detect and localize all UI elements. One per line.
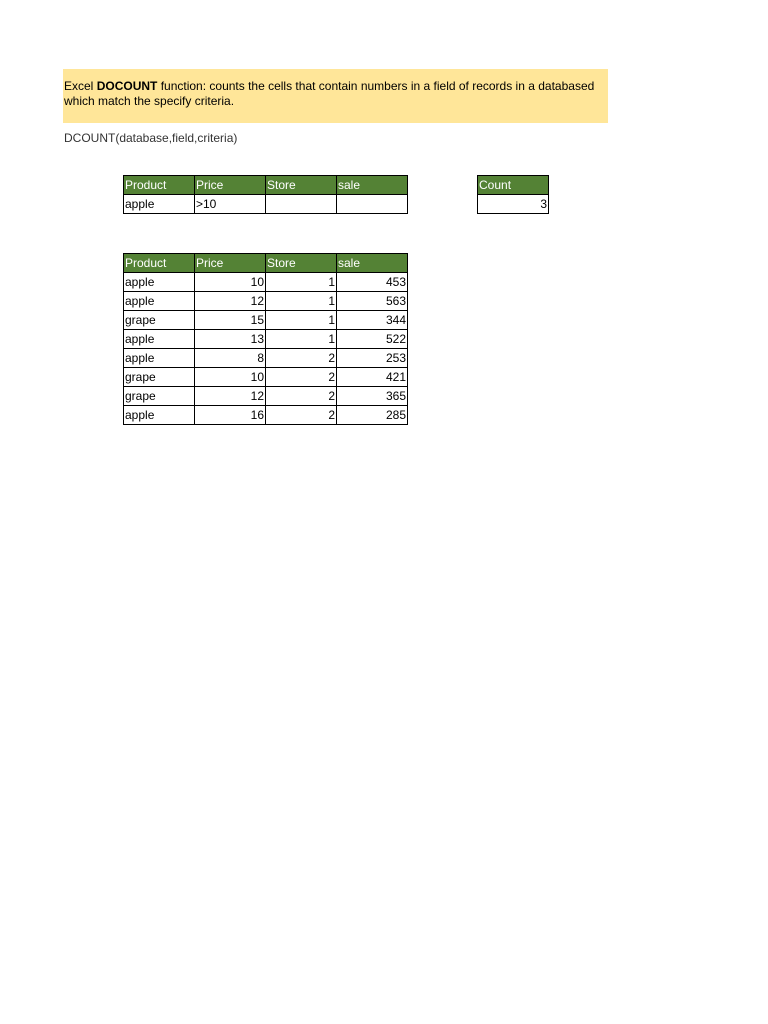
- table-row: [124, 292, 408, 311]
- cell-price[interactable]: 13: [195, 330, 266, 349]
- cell-sale[interactable]: 522: [337, 330, 408, 349]
- cell-sale[interactable]: 344: [337, 311, 408, 330]
- cell-store[interactable]: 1: [266, 273, 337, 292]
- cell-store[interactable]: 1: [266, 292, 337, 311]
- table-row: [124, 330, 408, 349]
- data-header-row: [124, 254, 408, 273]
- data-header-store[interactable]: Store: [266, 254, 337, 273]
- criteria-header-product[interactable]: Product: [124, 176, 195, 195]
- cell-store[interactable]: 2: [266, 406, 337, 425]
- cell-store[interactable]: 2: [266, 349, 337, 368]
- description-banner: [63, 69, 608, 123]
- criteria-cell-sale[interactable]: [337, 195, 408, 214]
- criteria-header-row: [124, 176, 408, 195]
- criteria-table: [123, 175, 408, 214]
- count-table: [477, 175, 549, 214]
- cell-product[interactable]: apple: [124, 406, 195, 425]
- table-row: [124, 311, 408, 330]
- cell-price[interactable]: 12: [195, 387, 266, 406]
- data-header-product[interactable]: Product: [124, 254, 195, 273]
- banner-prefix: Excel: [64, 79, 97, 93]
- cell-price[interactable]: 12: [195, 292, 266, 311]
- cell-price[interactable]: 15: [195, 311, 266, 330]
- cell-price[interactable]: 10: [195, 273, 266, 292]
- criteria-cell-price[interactable]: >10: [195, 195, 266, 214]
- cell-store[interactable]: 2: [266, 387, 337, 406]
- cell-price[interactable]: 16: [195, 406, 266, 425]
- cell-product[interactable]: grape: [124, 368, 195, 387]
- cell-store[interactable]: 1: [266, 311, 337, 330]
- criteria-header-store[interactable]: Store: [266, 176, 337, 195]
- data-body: [124, 273, 408, 425]
- count-header[interactable]: Count: [478, 176, 549, 195]
- cell-price[interactable]: 8: [195, 349, 266, 368]
- count-header-row: [478, 176, 549, 195]
- count-value-row: [478, 195, 549, 214]
- criteria-header-sale[interactable]: sale: [337, 176, 408, 195]
- cell-sale[interactable]: 253: [337, 349, 408, 368]
- data-header-price[interactable]: Price: [195, 254, 266, 273]
- criteria-row: [124, 195, 408, 214]
- cell-store[interactable]: 1: [266, 330, 337, 349]
- cell-product[interactable]: grape: [124, 311, 195, 330]
- cell-price[interactable]: 10: [195, 368, 266, 387]
- cell-product[interactable]: apple: [124, 273, 195, 292]
- cell-sale[interactable]: 563: [337, 292, 408, 311]
- cell-store[interactable]: 2: [266, 368, 337, 387]
- table-row: [124, 368, 408, 387]
- cell-product[interactable]: apple: [124, 292, 195, 311]
- table-row: [124, 387, 408, 406]
- criteria-header-price[interactable]: Price: [195, 176, 266, 195]
- criteria-cell-store[interactable]: [266, 195, 337, 214]
- banner-suffix: function: counts the cells that contain numbers in a field of records in a databased which match the specify criteria.: [64, 79, 595, 108]
- data-table: [123, 253, 408, 425]
- cell-product[interactable]: grape: [124, 387, 195, 406]
- cell-sale[interactable]: 453: [337, 273, 408, 292]
- cell-product[interactable]: apple: [124, 330, 195, 349]
- cell-sale[interactable]: 285: [337, 406, 408, 425]
- data-header-sale[interactable]: sale: [337, 254, 408, 273]
- cell-sale[interactable]: 421: [337, 368, 408, 387]
- criteria-cell-product[interactable]: apple: [124, 195, 195, 214]
- cell-sale[interactable]: 365: [337, 387, 408, 406]
- table-row: [124, 273, 408, 292]
- syntax-text: DCOUNT(database,field,criteria): [64, 131, 238, 145]
- table-row: [124, 406, 408, 425]
- cell-product[interactable]: apple: [124, 349, 195, 368]
- function-name: DOCOUNT: [96, 79, 158, 93]
- table-row: [124, 349, 408, 368]
- count-value-cell[interactable]: 3: [478, 195, 549, 214]
